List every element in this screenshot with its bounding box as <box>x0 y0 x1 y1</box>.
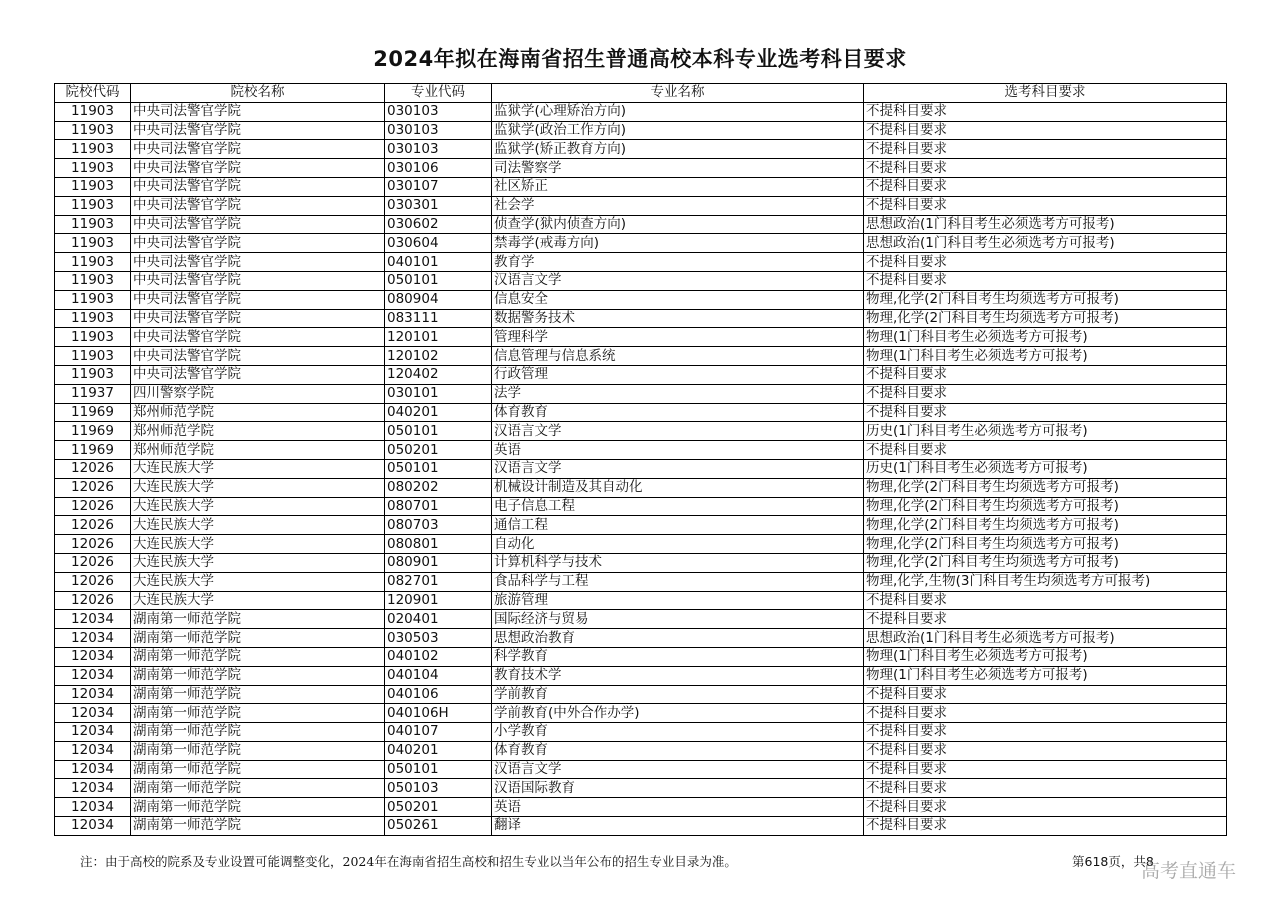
major-code-cell: 030604 <box>385 234 492 253</box>
major-name-cell: 汉语言文学 <box>492 271 864 290</box>
major-name-cell: 计算机科学与技术 <box>492 553 864 572</box>
table-row <box>55 215 1227 234</box>
school-code-cell: 11903 <box>55 290 131 309</box>
subject-requirement-cell: 不提科目要求 <box>864 159 1227 178</box>
school-name-cell: 中央司法警官学院 <box>131 347 385 366</box>
school-code-cell: 12034 <box>55 798 131 817</box>
school-code-cell: 11937 <box>55 384 131 403</box>
school-name-cell: 中央司法警官学院 <box>131 365 385 384</box>
school-code-cell: 12034 <box>55 760 131 779</box>
table-row <box>55 572 1227 591</box>
school-code-cell: 12034 <box>55 741 131 760</box>
subject-requirement-cell: 物理,化学(2门科目考生均须选考方可报考) <box>864 516 1227 535</box>
table-row <box>55 798 1227 817</box>
subject-requirement-cell: 物理(1门科目考生必须选考方可报考) <box>864 666 1227 685</box>
school-name-cell: 大连民族大学 <box>131 553 385 572</box>
school-code-cell: 12034 <box>55 723 131 742</box>
major-code-cell: 080703 <box>385 516 492 535</box>
major-code-cell: 030301 <box>385 196 492 215</box>
school-code-cell: 12026 <box>55 572 131 591</box>
major-code-cell: 030107 <box>385 177 492 196</box>
subject-requirement-cell: 不提科目要求 <box>864 441 1227 460</box>
major-code-cell: 040106 <box>385 685 492 704</box>
table-row <box>55 384 1227 403</box>
table-row <box>55 629 1227 648</box>
school-code-cell: 12034 <box>55 647 131 666</box>
school-code-cell: 12026 <box>55 553 131 572</box>
school-name-cell: 湖南第一师范学院 <box>131 647 385 666</box>
school-code-cell: 12026 <box>55 535 131 554</box>
major-name-cell: 司法警察学 <box>492 159 864 178</box>
subject-requirement-cell: 不提科目要求 <box>864 610 1227 629</box>
subject-requirement-cell: 不提科目要求 <box>864 177 1227 196</box>
school-name-cell: 中央司法警官学院 <box>131 140 385 159</box>
table-row <box>55 403 1227 422</box>
major-code-cell: 080701 <box>385 497 492 516</box>
major-code-cell: 120901 <box>385 591 492 610</box>
school-code-cell: 11903 <box>55 196 131 215</box>
header-major-name: 专业名称 <box>492 84 864 103</box>
table-row <box>55 290 1227 309</box>
major-name-cell: 教育学 <box>492 253 864 272</box>
school-code-cell: 11969 <box>55 422 131 441</box>
major-name-cell: 社区矫正 <box>492 177 864 196</box>
major-name-cell: 汉语言文学 <box>492 459 864 478</box>
major-code-cell: 040201 <box>385 741 492 760</box>
school-name-cell: 郑州师范学院 <box>131 422 385 441</box>
table-row <box>55 741 1227 760</box>
school-name-cell: 中央司法警官学院 <box>131 159 385 178</box>
school-code-cell: 11903 <box>55 253 131 272</box>
major-code-cell: 080904 <box>385 290 492 309</box>
major-name-cell: 管理科学 <box>492 328 864 347</box>
major-code-cell: 050103 <box>385 779 492 798</box>
subject-requirement-cell: 不提科目要求 <box>864 140 1227 159</box>
subject-requirement-cell: 历史(1门科目考生必须选考方可报考) <box>864 422 1227 441</box>
major-name-cell: 汉语言文学 <box>492 760 864 779</box>
major-code-cell: 080901 <box>385 553 492 572</box>
subject-requirement-cell: 物理(1门科目考生必须选考方可报考) <box>864 647 1227 666</box>
school-name-cell: 湖南第一师范学院 <box>131 817 385 836</box>
major-name-cell: 社会学 <box>492 196 864 215</box>
table-row <box>55 478 1227 497</box>
major-code-cell: 030101 <box>385 384 492 403</box>
major-name-cell: 体育教育 <box>492 741 864 760</box>
major-name-cell: 禁毒学(戒毒方向) <box>492 234 864 253</box>
major-name-cell: 监狱学(心理矫治方向) <box>492 102 864 121</box>
school-code-cell: 12026 <box>55 591 131 610</box>
subject-requirement-cell: 不提科目要求 <box>864 723 1227 742</box>
major-code-cell: 050101 <box>385 459 492 478</box>
school-code-cell: 12034 <box>55 685 131 704</box>
major-name-cell: 翻译 <box>492 817 864 836</box>
major-name-cell: 小学教育 <box>492 723 864 742</box>
school-name-cell: 郑州师范学院 <box>131 441 385 460</box>
school-code-cell: 11903 <box>55 271 131 290</box>
major-code-cell: 120402 <box>385 365 492 384</box>
school-code-cell: 11903 <box>55 347 131 366</box>
major-name-cell: 汉语言文学 <box>492 422 864 441</box>
major-name-cell: 科学教育 <box>492 647 864 666</box>
major-code-cell: 050201 <box>385 441 492 460</box>
table-row <box>55 422 1227 441</box>
school-name-cell: 中央司法警官学院 <box>131 215 385 234</box>
table-row <box>55 159 1227 178</box>
subject-requirement-cell: 不提科目要求 <box>864 760 1227 779</box>
major-name-cell: 旅游管理 <box>492 591 864 610</box>
subject-requirement-cell: 不提科目要求 <box>864 403 1227 422</box>
major-code-cell: 040102 <box>385 647 492 666</box>
major-name-cell: 教育技术学 <box>492 666 864 685</box>
school-name-cell: 中央司法警官学院 <box>131 121 385 140</box>
major-code-cell: 083111 <box>385 309 492 328</box>
major-code-cell: 030602 <box>385 215 492 234</box>
subject-requirement-cell: 不提科目要求 <box>864 365 1227 384</box>
major-name-cell: 监狱学(矫正教育方向) <box>492 140 864 159</box>
school-name-cell: 中央司法警官学院 <box>131 271 385 290</box>
table-row <box>55 760 1227 779</box>
school-code-cell: 12034 <box>55 629 131 648</box>
footer-note: 注：由于高校的院系及专业设置可能调整变化，2024年在海南省招生高校和招生专业以当年公布的招生专业目录为准。 <box>80 854 737 869</box>
subject-requirement-cell: 不提科目要求 <box>864 253 1227 272</box>
school-name-cell: 中央司法警官学院 <box>131 309 385 328</box>
school-name-cell: 中央司法警官学院 <box>131 234 385 253</box>
school-code-cell: 11903 <box>55 121 131 140</box>
school-name-cell: 郑州师范学院 <box>131 403 385 422</box>
major-code-cell: 120101 <box>385 328 492 347</box>
school-name-cell: 大连民族大学 <box>131 459 385 478</box>
subject-requirement-cell: 物理,化学(2门科目考生均须选考方可报考) <box>864 478 1227 497</box>
subject-requirement-cell: 不提科目要求 <box>864 779 1227 798</box>
table-row <box>55 234 1227 253</box>
school-name-cell: 中央司法警官学院 <box>131 328 385 347</box>
school-name-cell: 湖南第一师范学院 <box>131 779 385 798</box>
table-row <box>55 535 1227 554</box>
school-code-cell: 11903 <box>55 159 131 178</box>
subject-requirement-cell: 思想政治(1门科目考生必须选考方可报考) <box>864 629 1227 648</box>
watermark: 高考直通车 <box>1141 860 1237 882</box>
major-code-cell: 040201 <box>385 403 492 422</box>
table-body <box>55 102 1227 835</box>
major-name-cell: 法学 <box>492 384 864 403</box>
major-name-cell: 电子信息工程 <box>492 497 864 516</box>
school-name-cell: 湖南第一师范学院 <box>131 685 385 704</box>
school-code-cell: 11969 <box>55 441 131 460</box>
school-code-cell: 11903 <box>55 140 131 159</box>
major-code-cell: 040106H <box>385 704 492 723</box>
major-name-cell: 英语 <box>492 441 864 460</box>
subject-requirement-cell: 不提科目要求 <box>864 384 1227 403</box>
major-name-cell: 监狱学(政治工作方向) <box>492 121 864 140</box>
school-code-cell: 12034 <box>55 779 131 798</box>
school-name-cell: 大连民族大学 <box>131 478 385 497</box>
subject-requirement-cell: 思想政治(1门科目考生必须选考方可报考) <box>864 234 1227 253</box>
subject-requirement-cell: 物理,化学(2门科目考生均须选考方可报考) <box>864 535 1227 554</box>
subject-requirement-cell: 物理,化学(2门科目考生均须选考方可报考) <box>864 309 1227 328</box>
major-code-cell: 040104 <box>385 666 492 685</box>
table-row <box>55 253 1227 272</box>
requirements-table <box>54 83 1227 836</box>
table-row <box>55 309 1227 328</box>
school-code-cell: 11903 <box>55 328 131 347</box>
school-name-cell: 湖南第一师范学院 <box>131 666 385 685</box>
school-name-cell: 大连民族大学 <box>131 535 385 554</box>
school-code-cell: 12026 <box>55 478 131 497</box>
school-code-cell: 12034 <box>55 666 131 685</box>
school-name-cell: 湖南第一师范学院 <box>131 741 385 760</box>
table-row <box>55 497 1227 516</box>
school-code-cell: 11969 <box>55 403 131 422</box>
school-code-cell: 12034 <box>55 704 131 723</box>
subject-requirement-cell: 物理(1门科目考生必须选考方可报考) <box>864 328 1227 347</box>
table-row <box>55 102 1227 121</box>
table-row <box>55 177 1227 196</box>
school-name-cell: 湖南第一师范学院 <box>131 723 385 742</box>
major-name-cell: 通信工程 <box>492 516 864 535</box>
major-name-cell: 信息安全 <box>492 290 864 309</box>
school-code-cell: 12034 <box>55 817 131 836</box>
header-school-name: 院校名称 <box>131 84 385 103</box>
major-code-cell: 050261 <box>385 817 492 836</box>
major-name-cell: 英语 <box>492 798 864 817</box>
table-row <box>55 704 1227 723</box>
subject-requirement-cell: 物理,化学(2门科目考生均须选考方可报考) <box>864 290 1227 309</box>
header-major-code: 专业代码 <box>385 84 492 103</box>
table-row <box>55 610 1227 629</box>
major-code-cell: 020401 <box>385 610 492 629</box>
school-code-cell: 11903 <box>55 309 131 328</box>
subject-requirement-cell: 物理,化学(2门科目考生均须选考方可报考) <box>864 553 1227 572</box>
school-name-cell: 湖南第一师范学院 <box>131 760 385 779</box>
table-row <box>55 121 1227 140</box>
table-row <box>55 459 1227 478</box>
major-code-cell: 030103 <box>385 140 492 159</box>
school-code-cell: 12034 <box>55 610 131 629</box>
major-name-cell: 体育教育 <box>492 403 864 422</box>
table-row <box>55 441 1227 460</box>
school-name-cell: 中央司法警官学院 <box>131 102 385 121</box>
major-name-cell: 学前教育(中外合作办学) <box>492 704 864 723</box>
subject-requirement-cell: 思想政治(1门科目考生必须选考方可报考) <box>864 215 1227 234</box>
table-row <box>55 271 1227 290</box>
major-code-cell: 082701 <box>385 572 492 591</box>
subject-requirement-cell: 历史(1门科目考生必须选考方可报考) <box>864 459 1227 478</box>
school-name-cell: 四川警察学院 <box>131 384 385 403</box>
table-row <box>55 347 1227 366</box>
school-name-cell: 湖南第一师范学院 <box>131 798 385 817</box>
major-name-cell: 学前教育 <box>492 685 864 704</box>
table-row <box>55 365 1227 384</box>
school-name-cell: 湖南第一师范学院 <box>131 610 385 629</box>
major-name-cell: 侦查学(狱内侦查方向) <box>492 215 864 234</box>
subject-requirement-cell: 不提科目要求 <box>864 704 1227 723</box>
subject-requirement-cell: 不提科目要求 <box>864 817 1227 836</box>
subject-requirement-cell: 不提科目要求 <box>864 196 1227 215</box>
major-code-cell: 050201 <box>385 798 492 817</box>
subject-requirement-cell: 不提科目要求 <box>864 271 1227 290</box>
table-row <box>55 817 1227 836</box>
school-name-cell: 中央司法警官学院 <box>131 290 385 309</box>
table-row <box>55 516 1227 535</box>
major-code-cell: 030503 <box>385 629 492 648</box>
table-row <box>55 685 1227 704</box>
major-code-cell: 120102 <box>385 347 492 366</box>
school-name-cell: 中央司法警官学院 <box>131 196 385 215</box>
header-school-code: 院校代码 <box>55 84 131 103</box>
table-row <box>55 553 1227 572</box>
major-name-cell: 国际经济与贸易 <box>492 610 864 629</box>
major-name-cell: 思想政治教育 <box>492 629 864 648</box>
table-row <box>55 666 1227 685</box>
school-code-cell: 11903 <box>55 365 131 384</box>
page-number: 第618页，共8 <box>1072 854 1154 869</box>
major-name-cell: 食品科学与工程 <box>492 572 864 591</box>
header-subject-requirement: 选考科目要求 <box>864 84 1227 103</box>
school-code-cell: 12026 <box>55 516 131 535</box>
major-code-cell: 040107 <box>385 723 492 742</box>
document-title: 2024年拟在海南省招生普通高校本科专业选考科目要求 <box>373 47 907 71</box>
major-code-cell: 030103 <box>385 102 492 121</box>
table-row <box>55 647 1227 666</box>
table-row <box>55 328 1227 347</box>
table-row <box>55 723 1227 742</box>
table-row <box>55 779 1227 798</box>
school-code-cell: 11903 <box>55 215 131 234</box>
school-name-cell: 大连民族大学 <box>131 516 385 535</box>
major-code-cell: 050101 <box>385 760 492 779</box>
subject-requirement-cell: 不提科目要求 <box>864 741 1227 760</box>
major-code-cell: 050101 <box>385 422 492 441</box>
school-code-cell: 11903 <box>55 102 131 121</box>
school-name-cell: 大连民族大学 <box>131 591 385 610</box>
major-name-cell: 数据警务技术 <box>492 309 864 328</box>
school-code-cell: 12026 <box>55 497 131 516</box>
major-name-cell: 汉语国际教育 <box>492 779 864 798</box>
subject-requirement-cell: 物理,化学(2门科目考生均须选考方可报考) <box>864 497 1227 516</box>
school-name-cell: 湖南第一师范学院 <box>131 629 385 648</box>
subject-requirement-cell: 物理,化学,生物(3门科目考生均须选考方可报考) <box>864 572 1227 591</box>
subject-requirement-cell: 物理(1门科目考生必须选考方可报考) <box>864 347 1227 366</box>
subject-requirement-cell: 不提科目要求 <box>864 798 1227 817</box>
major-code-cell: 040101 <box>385 253 492 272</box>
table-row <box>55 196 1227 215</box>
subject-requirement-cell: 不提科目要求 <box>864 685 1227 704</box>
school-name-cell: 大连民族大学 <box>131 497 385 516</box>
school-name-cell: 中央司法警官学院 <box>131 177 385 196</box>
major-name-cell: 机械设计制造及其自动化 <box>492 478 864 497</box>
school-code-cell: 11903 <box>55 177 131 196</box>
major-code-cell: 080801 <box>385 535 492 554</box>
subject-requirement-cell: 不提科目要求 <box>864 591 1227 610</box>
school-code-cell: 11903 <box>55 234 131 253</box>
table-row <box>55 591 1227 610</box>
table-header-row <box>55 84 1227 103</box>
major-code-cell: 030106 <box>385 159 492 178</box>
subject-requirement-cell: 不提科目要求 <box>864 121 1227 140</box>
school-name-cell: 中央司法警官学院 <box>131 253 385 272</box>
major-name-cell: 自动化 <box>492 535 864 554</box>
major-name-cell: 行政管理 <box>492 365 864 384</box>
major-code-cell: 030103 <box>385 121 492 140</box>
school-code-cell: 12026 <box>55 459 131 478</box>
subject-requirement-cell: 不提科目要求 <box>864 102 1227 121</box>
school-name-cell: 湖南第一师范学院 <box>131 704 385 723</box>
table-row <box>55 140 1227 159</box>
major-code-cell: 050101 <box>385 271 492 290</box>
school-name-cell: 大连民族大学 <box>131 572 385 591</box>
major-name-cell: 信息管理与信息系统 <box>492 347 864 366</box>
major-code-cell: 080202 <box>385 478 492 497</box>
